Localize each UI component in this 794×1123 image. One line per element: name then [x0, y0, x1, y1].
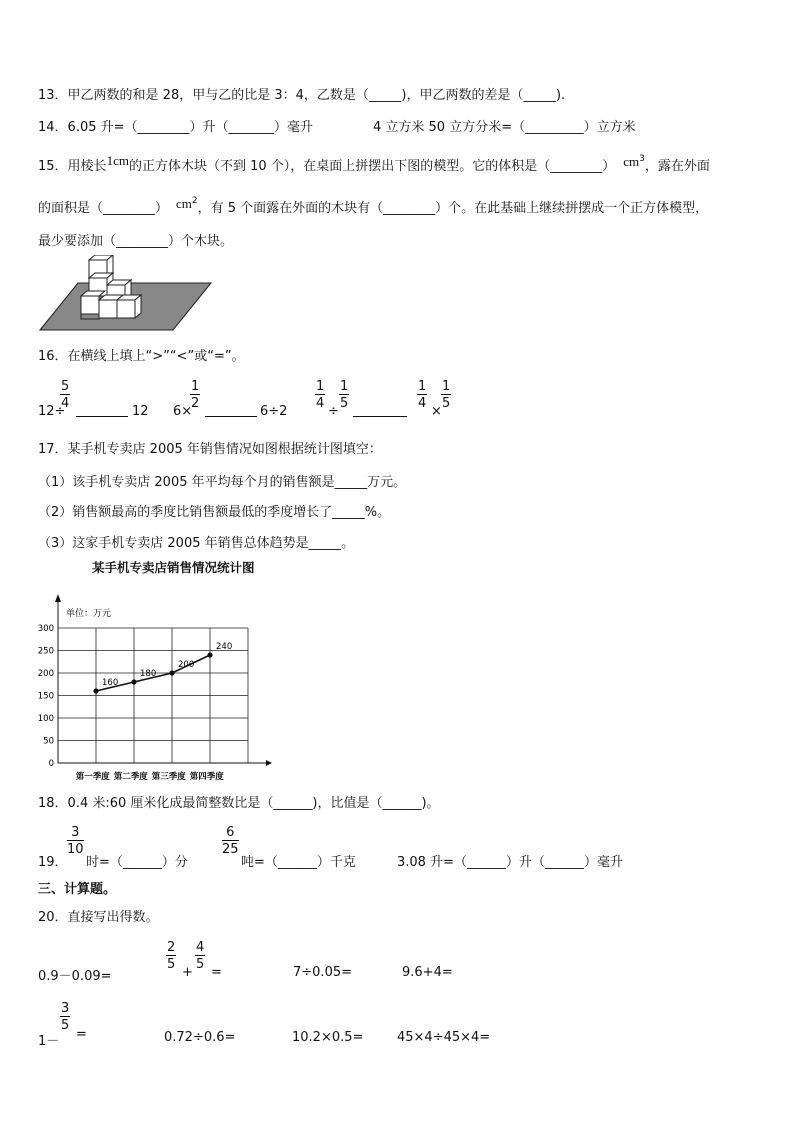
q16-item4-operator: × — [431, 404, 442, 419]
fraction-denominator: 5 — [340, 396, 349, 411]
q17-sub2: （2）销售额最高的季度比销售额最低的季度增长了_____%。 — [38, 505, 391, 520]
q19-part3: 3.08 升=（______）升（______）毫升 — [397, 855, 623, 870]
y-tick-label: 150 — [37, 691, 54, 702]
data-point — [93, 688, 98, 693]
q16-item3-answer-line[interactable] — [353, 404, 407, 417]
q17-number: 17． — [38, 442, 68, 457]
y-tick-label: 0 — [48, 759, 54, 769]
chart-x-tick-labels — [76, 771, 225, 782]
q17-sub1: （1）该手机专卖店 2005 年平均每个月的销售额是_____万元。 — [38, 475, 407, 490]
q18-text: 0.4 米:60 厘米化成最简整数比是（______)，比值是（______)。 — [67, 796, 440, 811]
fraction-denominator: 10 — [67, 842, 84, 857]
q16-item2-fraction — [190, 380, 200, 410]
chart-unit-label: 单位：万元 — [66, 609, 112, 619]
fraction-numerator: 1 — [442, 379, 451, 394]
y-tick-label: 50 — [43, 736, 54, 747]
q15-line2-b: ，有 5 个面露在外面的木块有（________）个。在此基础上继续拼摆成一个正方体模型， — [197, 201, 709, 216]
section-3-title: 三、计算题。 — [38, 882, 117, 897]
q20-text: 直接写出得数。 — [67, 910, 159, 925]
chart-title: 某手机专卖店销售情况统计图 — [92, 560, 255, 575]
q20-r1-b-equals: = — [211, 965, 222, 980]
y-tick-label: 200 — [37, 669, 54, 679]
fraction-numerator: 1 — [418, 379, 427, 394]
fraction-denominator: 4 — [418, 396, 427, 411]
q15-line1 — [38, 155, 710, 174]
q17-sub3: （3）这家手机专卖店 2005 年销售总体趋势是_____。 — [38, 536, 355, 551]
q20-r1-b-operator: + — [182, 965, 193, 980]
fraction-denominator: 5 — [167, 957, 176, 972]
fraction-denominator: 4 — [61, 396, 70, 411]
q16-item4-fraction-a — [417, 380, 427, 410]
y-axis-arrow — [55, 594, 61, 602]
q13-text: 甲乙两数的和是 28，甲与乙的比是 3：4，乙数是（_____)，甲乙两数的差是（_____). — [67, 88, 566, 103]
q18-line — [38, 792, 440, 811]
q16-line — [38, 345, 245, 364]
data-point — [169, 670, 174, 675]
fraction-numerator: 1 — [316, 379, 325, 394]
q18-number: 18． — [38, 796, 68, 811]
q20-r2-c: 10.2×0.5= — [292, 1030, 364, 1045]
q14-part2: 4 立方米 50 立方分米=（_________）立方米 — [373, 120, 636, 135]
data-point — [131, 679, 136, 684]
q16-item2-right: 6÷2 — [260, 404, 288, 419]
q15-cube-figure — [38, 255, 213, 333]
fraction-numerator: 4 — [196, 940, 205, 955]
q20-r2-a-prefix: 1－ — [38, 1034, 60, 1049]
q15-exp-2: 2 — [191, 195, 198, 206]
fraction-numerator: 1 — [340, 379, 349, 394]
fraction-denominator: 25 — [222, 842, 239, 857]
y-tick-label: 300 — [37, 624, 54, 634]
q20-r1-a: 0.9－0.09= — [38, 969, 112, 984]
fraction-numerator: 5 — [61, 379, 70, 394]
q20-r2-d: 45×4÷45×4= — [397, 1030, 491, 1045]
q16-item2-answer-line[interactable] — [205, 404, 257, 417]
y-tick-label: 250 — [37, 646, 54, 657]
q16-item1-answer-line[interactable] — [76, 404, 128, 417]
x-tick-label: 第二季度 — [113, 772, 148, 782]
q16-item3-operator: ÷ — [328, 404, 339, 419]
q15-line1-b: 的正方体木块（不到 10 个），在桌面上拼摆出下图的模型。它的体积是（________） — [128, 159, 616, 174]
q15-number: 15． — [38, 159, 68, 174]
q14-part1: 6.05 升=（________）升（_______）毫升 — [67, 120, 314, 135]
q20-r2-a-equals: = — [76, 1027, 87, 1042]
x-tick-label: 第一季度 — [75, 772, 110, 782]
fraction-numerator: 6 — [222, 826, 239, 841]
data-point — [207, 652, 212, 657]
q13-number: 13． — [38, 88, 68, 103]
q15-unit-1cm: 1cm — [106, 153, 129, 168]
q16-item4-fraction-b — [441, 380, 451, 410]
q20-r1-c: 7÷0.05= — [293, 965, 353, 980]
q19-fraction-tons — [222, 826, 239, 856]
fraction-numerator: 1 — [191, 379, 200, 394]
q19-number: 19． — [38, 855, 68, 870]
fraction-denominator: 5 — [61, 1018, 70, 1033]
fraction-numerator: 3 — [67, 826, 84, 841]
q16-text: 在横线上填上“>”“<”或“=”。 — [67, 349, 245, 364]
fraction-denominator: 4 — [316, 396, 325, 411]
q20-r1-b-fraction-b — [195, 941, 205, 971]
q15-line1-a: 用棱长 — [67, 159, 107, 174]
data-label: 160 — [102, 678, 119, 688]
x-axis-arrow — [266, 760, 272, 766]
q16-item1-left: 12÷ — [38, 404, 66, 419]
q20-line — [38, 906, 159, 925]
x-tick-label: 第三季度 — [151, 772, 186, 782]
q20-r2-a-fraction — [60, 1002, 70, 1032]
q15-line2 — [38, 197, 708, 216]
chart-y-tick-labels — [38, 624, 54, 769]
q20-number: 20． — [38, 910, 68, 925]
x-tick-label: 第四季度 — [189, 772, 224, 782]
q14-number: 14． — [38, 120, 68, 135]
q16-item1-right: 12 — [132, 404, 149, 419]
q20-r1-b-fraction-a — [166, 941, 176, 971]
q19-fraction-hours — [67, 826, 84, 856]
q16-item2-left: 6× — [173, 404, 193, 419]
q14-line — [38, 116, 313, 135]
q17-line — [38, 438, 382, 457]
q19-part1: 时=（______）分 — [86, 855, 188, 870]
q15-line1-c: ，露在外面 — [644, 159, 710, 174]
chart-data-labels — [102, 642, 232, 688]
data-label: 240 — [216, 642, 233, 652]
q20-r1-d: 9.6+4= — [402, 965, 453, 980]
q15-line3: 最少要添加（________）个木块。 — [38, 234, 234, 249]
q20-r2-b: 0.72÷0.6= — [164, 1030, 236, 1045]
q15-line2-a: 的面积是（________） — [38, 201, 169, 216]
fraction-denominator: 5 — [442, 396, 451, 411]
q16-item1-fraction — [60, 380, 70, 410]
q16-item3-fraction-b — [339, 380, 349, 410]
data-label: 180 — [140, 669, 157, 679]
fraction-denominator: 5 — [196, 957, 205, 972]
sales-line-chart — [34, 590, 274, 785]
fraction-numerator: 3 — [61, 1001, 70, 1016]
q15-unit-cm: cm — [623, 154, 640, 169]
fraction-denominator: 2 — [191, 396, 200, 411]
y-tick-label: 100 — [37, 714, 54, 724]
q13-line — [38, 84, 565, 103]
q16-item3-fraction-a — [315, 380, 325, 410]
q17-text: 某手机专卖店 2005 年销售情况如图根据统计图填空： — [67, 442, 382, 457]
fraction-numerator: 2 — [167, 940, 176, 955]
q15-exp-3: 3 — [639, 153, 645, 164]
q16-number: 16． — [38, 349, 68, 364]
q15-unit-cm2: cm — [176, 196, 192, 211]
q19-part2: 吨=（______）千克 — [241, 855, 356, 870]
data-label: 200 — [178, 660, 195, 670]
